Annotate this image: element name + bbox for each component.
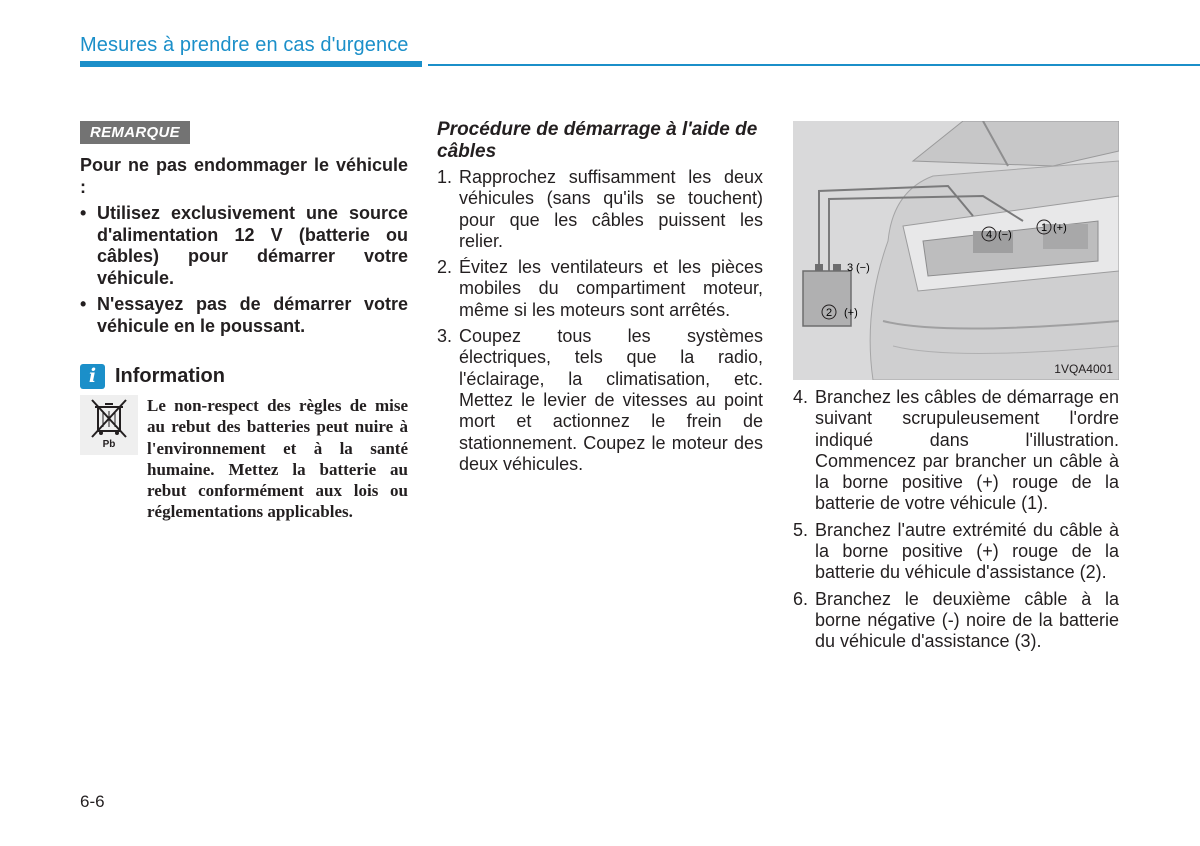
procedure-step <box>437 167 763 252</box>
header-rule-thin <box>428 64 1200 66</box>
procedure-steps <box>437 167 763 475</box>
page-number: 6-6 <box>80 792 105 811</box>
information-text: Le non-respect des règles de mise au rebut des batteries peut nuire à l'environnement et à la santé humaine. Mettez la batterie au rebut conformément aux lois ou réglementations applicables. <box>147 396 408 522</box>
procedure-title: Procédure de démarrage à l'aide de câbles <box>437 119 758 162</box>
step-number: 4. <box>793 387 809 407</box>
left-column <box>80 121 408 523</box>
step-number: 3. <box>437 326 453 347</box>
marker-4-sign: (−) <box>998 229 1012 241</box>
marker-3: 3 <box>847 262 854 274</box>
remark-badge: REMARQUE <box>80 121 190 144</box>
crossed-bin-battery-icon <box>80 395 138 455</box>
car-battery-diagram <box>793 121 1119 380</box>
pb-label: Pb <box>102 439 116 450</box>
step-text: Évitez les ventilateurs et les pièces mobiles du compartiment moteur, même si les moteurs sont arrêtés. <box>459 257 763 320</box>
section-header-title: Mesures à prendre en cas d'urgence <box>80 34 409 56</box>
marker-2: 2 <box>825 307 833 319</box>
step-text: Branchez le deuxième câble à la borne négative (-) noire de la batterie du véhicule d'assistance (3). <box>815 588 1119 652</box>
step-text: Branchez l'autre extrémité du câble à la borne positive (+) rouge de la batterie du véhicule d'assistance (2). <box>815 519 1119 583</box>
information-body <box>80 395 408 523</box>
step-text: Branchez les câbles de démarrage en suivant scrupuleusement l'ordre indiqué dans l'illustration. Commencez par brancher un câble à la borne positive (+) rouge de la batterie de votre véhicule (1). <box>815 387 1119 514</box>
step-number: 5. <box>793 519 809 540</box>
remark-intro: Pour ne pas endommager le véhicule : <box>80 155 408 197</box>
header-rule-thick <box>80 61 422 67</box>
remark-bullet: • Utilisez exclusivement une source d'alimentation 12 V (batterie ou câbles) pour démarrer votre véhicule. <box>80 203 408 289</box>
step-text: Coupez tous les systèmes électriques, tels que la radio, l'éclairage, la climatisation, etc. Mettez le levier de vitesses au point mort et actionnez le frein de stationnement. Coupez le moteur des deux véhicules. <box>459 326 763 474</box>
step-text: Rapprochez suffisamment les deux véhicules (sans qu'ils se touchent) pour que les câbles puissent les relier. <box>459 167 763 251</box>
step-number: 1. <box>437 167 453 187</box>
marker-4: 4 <box>985 229 993 241</box>
step-number: 6. <box>793 588 809 609</box>
procedure-step <box>793 520 1119 584</box>
middle-column <box>437 119 763 480</box>
figure-code: 1VQA4001 <box>1054 362 1113 376</box>
remark-bullet: • N'essayez pas de démarrer votre véhicule en le poussant. <box>80 294 408 337</box>
step-number: 2. <box>437 257 453 278</box>
information-title: Information <box>115 365 225 387</box>
procedure-step <box>437 326 763 475</box>
information-header <box>80 364 408 389</box>
marker-2-sign: (+) <box>844 307 858 319</box>
remark-box <box>80 155 408 337</box>
procedure-step <box>793 387 1119 515</box>
marker-3-sign: (−) <box>856 262 870 274</box>
info-icon: i <box>80 364 105 389</box>
right-column <box>793 387 1119 658</box>
jump-start-illustration <box>793 121 1119 380</box>
procedure-step <box>793 589 1119 653</box>
procedure-step <box>437 257 763 321</box>
marker-1-sign: (+) <box>1053 222 1067 234</box>
marker-1: 1 <box>1040 222 1048 234</box>
